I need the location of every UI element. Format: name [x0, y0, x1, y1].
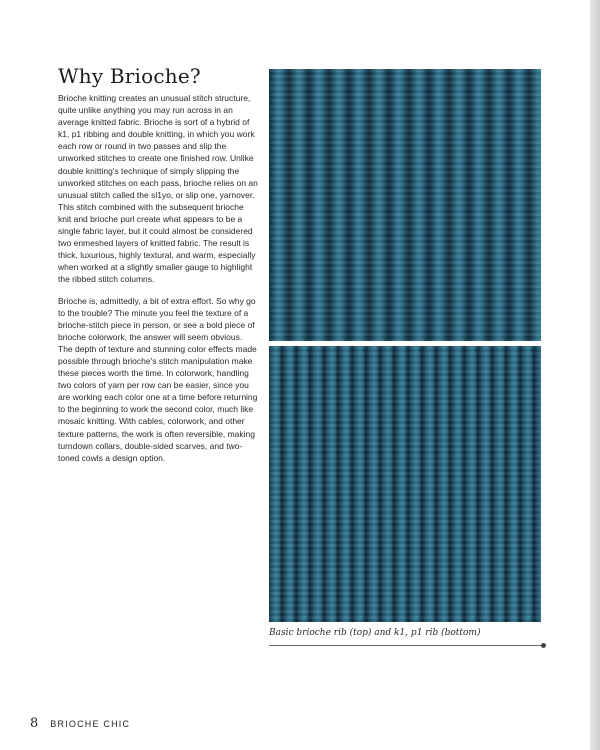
k1-p1-rib-photo [269, 346, 541, 622]
body-text [58, 92, 258, 473]
running-head: BRIOCHE CHIC [50, 719, 131, 729]
section-title: Why Brioche? [58, 64, 201, 88]
page-footer [30, 716, 130, 731]
paragraph-1: Brioche knitting creates an unusual stitch structure, quite unlike anything you may run across in an average knitted fabric. Brioche is sort of a hybrid of k1, p1 ribbing and double knitting, in which you work each row or round in two passes and slip the unworked stitches to create one finished row. Unlike double knitting's technique of simply slipping the unworked stitches on each pass, brioche relies on an unusual stitch called the sl1yo, or slip one, yarnover. This stitch combined with the subsequent brioche knit and brioche purl create what appears to be a single fabric layer, but it could almost be considered two enmeshed layers of knitted fabric. The result is thick, luxurious, highly textural, and warm, especially when worked at a slightly smaller gauge to highlight the ribbed stitch columns. [58, 93, 258, 285]
page-edge [590, 0, 600, 750]
rule-end-dot [541, 643, 546, 648]
caption-rule [269, 645, 545, 646]
paragraph-2: Brioche is, admittedly, a bit of extra effort. So why go to the trouble? The minute you feel the texture of a brioche-stitch piece in person, or see a bold piece of brioche colorwork, the answer will seem obvious. The depth of texture and stunning color effects made possible through brioche's stitch manipulation make these pieces worth the time. In colorwork, handling two colors of yarn per row can be easier, since you are working each color one at a time before returning to the beginning to work the second color, much like mosaic knitting. With cables, colorwork, and other texture patterns, the work is often reversible, making turndown collars, double-sided scarves, and two-toned cowls a design option. [58, 295, 258, 463]
brioche-rib-photo [269, 69, 541, 341]
page-number: 8 [30, 716, 39, 731]
figure-caption: Basic brioche rib (top) and k1, p1 rib (bottom) [269, 628, 481, 638]
